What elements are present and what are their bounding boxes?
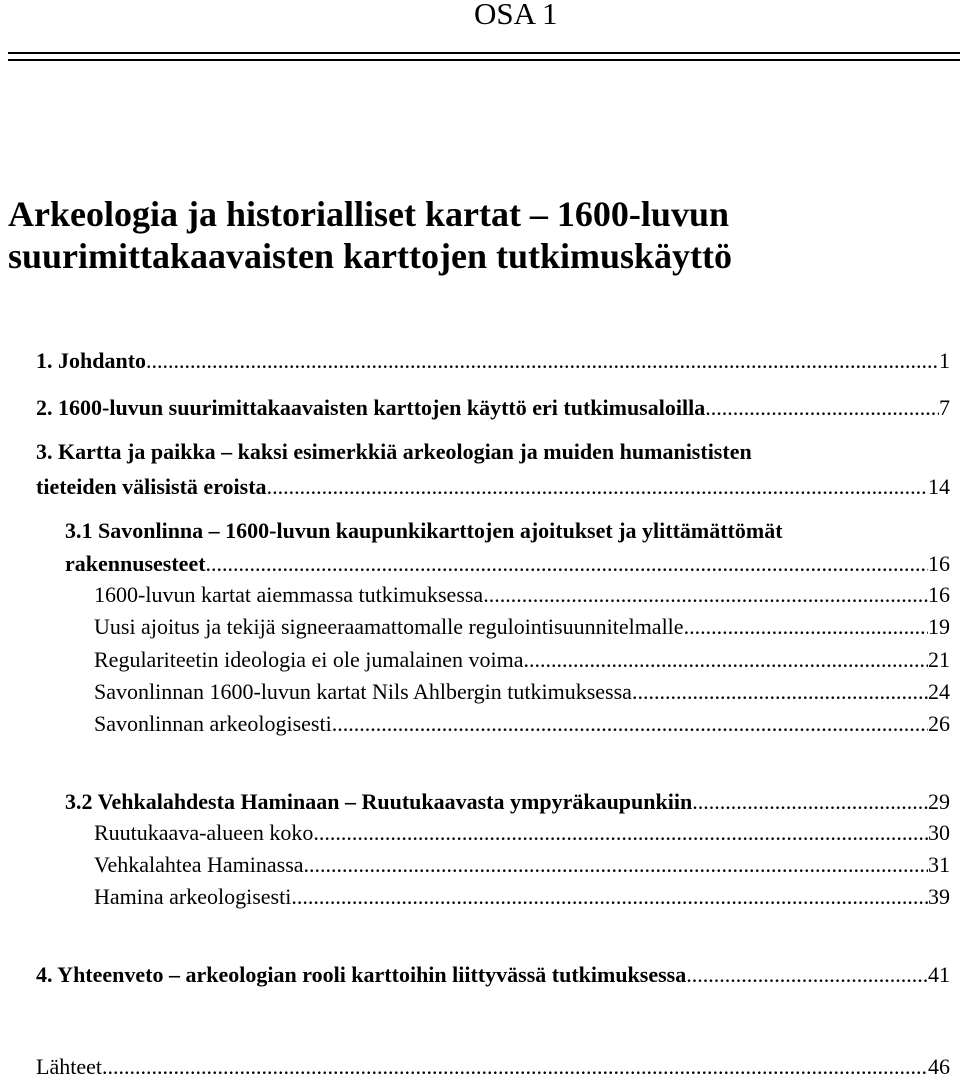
toc-entry-title: 4. Yhteenveto – arkeologian rooli karttoihin liittyvässä tutkimuksessa xyxy=(36,962,687,987)
toc-entry-aiempi-tutkimus[interactable] xyxy=(0,580,960,610)
toc-leader xyxy=(146,346,939,376)
toc-entry-title: Regulariteetin ideologia ei ole jumalainen voima xyxy=(94,647,524,672)
toc-entry-savonlinna[interactable] xyxy=(0,516,960,546)
toc-entry-savonlinna-cont[interactable] xyxy=(0,549,960,579)
toc-entry-ahlbergin-tutkimus[interactable] xyxy=(0,677,960,707)
toc-entry-uusi-ajoitus[interactable] xyxy=(0,612,960,642)
toc-page-number: 24 xyxy=(928,679,950,704)
toc-entry-title: Vehkalahtea Haminassa xyxy=(94,852,304,877)
toc-entry-vehkalahdesta-haminaan[interactable] xyxy=(0,787,960,817)
toc-page-number: 19 xyxy=(928,614,950,639)
toc-leader xyxy=(304,850,928,880)
toc-entry-title: Ruutukaava-alueen koko xyxy=(94,820,314,845)
toc-page-number: 26 xyxy=(928,711,950,736)
toc-leader xyxy=(332,709,928,739)
toc-page-number: 1 xyxy=(939,348,950,373)
toc-page-number: 16 xyxy=(928,582,950,607)
part-label: OSA 1 xyxy=(474,0,558,31)
toc-entry-yhteenveto[interactable] xyxy=(0,960,960,990)
toc-entry-title: Hamina arkeologisesti xyxy=(94,884,292,909)
toc-page-number: 29 xyxy=(928,789,950,814)
toc-entry-hamina-arkeologisesti[interactable] xyxy=(0,882,960,912)
toc-leader xyxy=(267,472,928,502)
toc-page-number: 31 xyxy=(928,852,950,877)
toc-entry-kartta-ja-paikka-cont[interactable] xyxy=(0,472,960,502)
header-rule-bottom xyxy=(8,59,960,61)
document-title-line-1: Arkeologia ja historialliset kartat – 1600-luvun xyxy=(8,194,729,234)
toc-entry-title: 2. 1600-luvun suurimittakaavaisten karttojen käyttö eri tutkimusaloilla xyxy=(36,395,706,420)
toc-page-number: 21 xyxy=(928,647,950,672)
toc-leader xyxy=(102,1052,928,1082)
document-title xyxy=(8,193,732,277)
toc-entry-title-line-2: rakennusesteet xyxy=(65,551,206,576)
toc-page-number: 41 xyxy=(928,962,950,987)
toc-leader xyxy=(705,393,939,423)
toc-page-number: 7 xyxy=(939,395,950,420)
toc-entry-lahteet[interactable] xyxy=(0,1052,960,1082)
toc-entry-title: Savonlinnan arkeologisesti xyxy=(94,711,332,736)
toc-entry-title-line-2: tieteiden välisistä eroista xyxy=(36,474,267,499)
toc-entry-title-line-1: 3.1 Savonlinna – 1600-luvun kaupunkikarttojen ajoitukset ja ylittämättömät xyxy=(65,518,783,543)
header-rule-top xyxy=(8,52,960,54)
toc-entry-kartta-ja-paikka[interactable] xyxy=(0,437,960,467)
toc-entry-ruutukaava-alue[interactable] xyxy=(0,818,960,848)
toc-entry-karttojen-kaytto[interactable] xyxy=(0,393,960,423)
toc-entry-title-line-1: 3. Kartta ja paikka – kaksi esimerkkiä arkeologian ja muiden humanististen xyxy=(36,439,752,464)
toc-page-number: 16 xyxy=(928,551,950,576)
toc-entry-title: Savonlinnan 1600-luvun kartat Nils Ahlbergin tutkimuksessa xyxy=(94,679,632,704)
toc-entry-title: Uusi ajoitus ja tekijä signeeraamattomalle regulointisuunnitelmalle xyxy=(94,614,684,639)
toc-entry-title: Lähteet xyxy=(36,1054,102,1079)
toc-page-number: 14 xyxy=(928,474,950,499)
toc-entry-savonlinna-arkeologisesti[interactable] xyxy=(0,709,960,739)
toc-page-number: 46 xyxy=(928,1054,950,1079)
toc-leader xyxy=(483,580,928,610)
toc-leader xyxy=(523,645,928,675)
toc-entry-regulariteetin-ideologia[interactable] xyxy=(0,645,960,675)
toc-entry-johdanto[interactable] xyxy=(0,346,960,376)
toc-leader xyxy=(686,960,928,990)
toc-leader xyxy=(692,787,928,817)
toc-entry-vehkalahtea-haminassa[interactable] xyxy=(0,850,960,880)
toc-leader xyxy=(206,549,928,579)
toc-entry-title: 1600-luvun kartat aiemmassa tutkimuksessa xyxy=(94,582,484,607)
toc-entry-title: 3.2 Vehkalahdesta Haminaan – Ruutukaavasta ympyräkaupunkiin xyxy=(65,789,693,814)
toc-leader xyxy=(313,818,928,848)
document-title-line-2: suurimittakaavaisten karttojen tutkimuskäyttö xyxy=(8,236,733,276)
toc-page-number: 39 xyxy=(928,884,950,909)
toc-entry-title: 1. Johdanto xyxy=(36,348,147,373)
toc-page-number: 30 xyxy=(928,820,950,845)
toc-leader xyxy=(291,882,928,912)
toc-leader xyxy=(684,612,928,642)
toc-leader xyxy=(632,677,928,707)
